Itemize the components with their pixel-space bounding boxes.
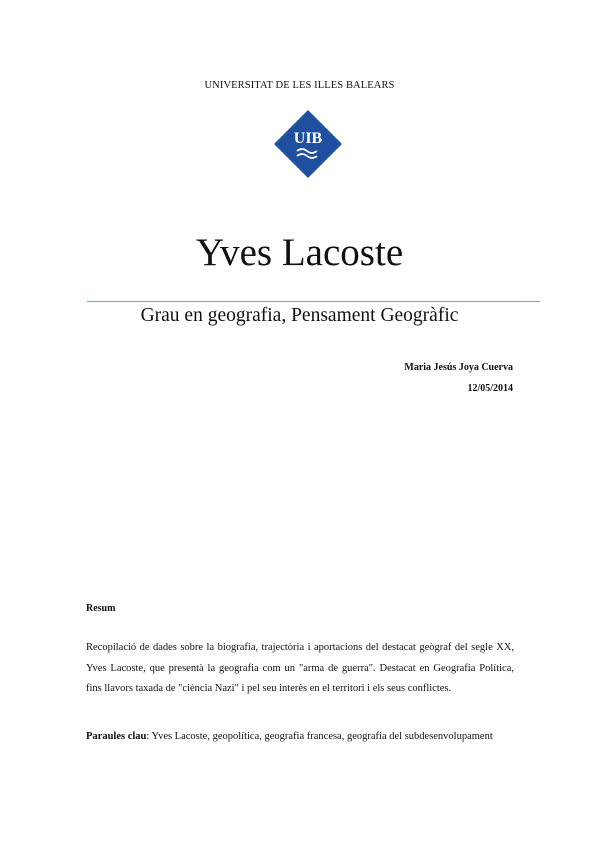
author-name: Maria Jesús Joya Cuerva	[404, 362, 513, 373]
document-subtitle: Grau en geografia, Pensament Geogràfic	[140, 305, 459, 326]
abstract-text: Recopilació de dades sobre la biografia, trajectòria i aportacions del destacat geògraf del segle XX, Yves Lacoste, que presentà la geografia com un "arma de guerra". Destacat en Geografia Política, fins llavors taxada de "ciència Nazi" i pel seu interès en el territori i els seus conflictes.	[86, 642, 514, 694]
uib-logo	[273, 109, 343, 179]
keywords-text: Yves Lacoste, geopolítica, geografia francesa, geografia del subdesenvolupament	[149, 731, 493, 742]
keywords-separator: :	[146, 731, 150, 742]
keywords-paragraph	[86, 727, 514, 748]
title-divider	[87, 301, 540, 302]
abstract-heading: Resum	[86, 603, 116, 614]
document-title: Yves Lacoste	[195, 231, 404, 274]
logo-text: UIB	[293, 130, 323, 147]
document-date: 12/05/2014	[467, 383, 513, 394]
keywords-label: Paraules clau	[86, 731, 147, 742]
university-name: UNIVERSITAT DE LES ILLES BALEARS	[204, 80, 395, 91]
